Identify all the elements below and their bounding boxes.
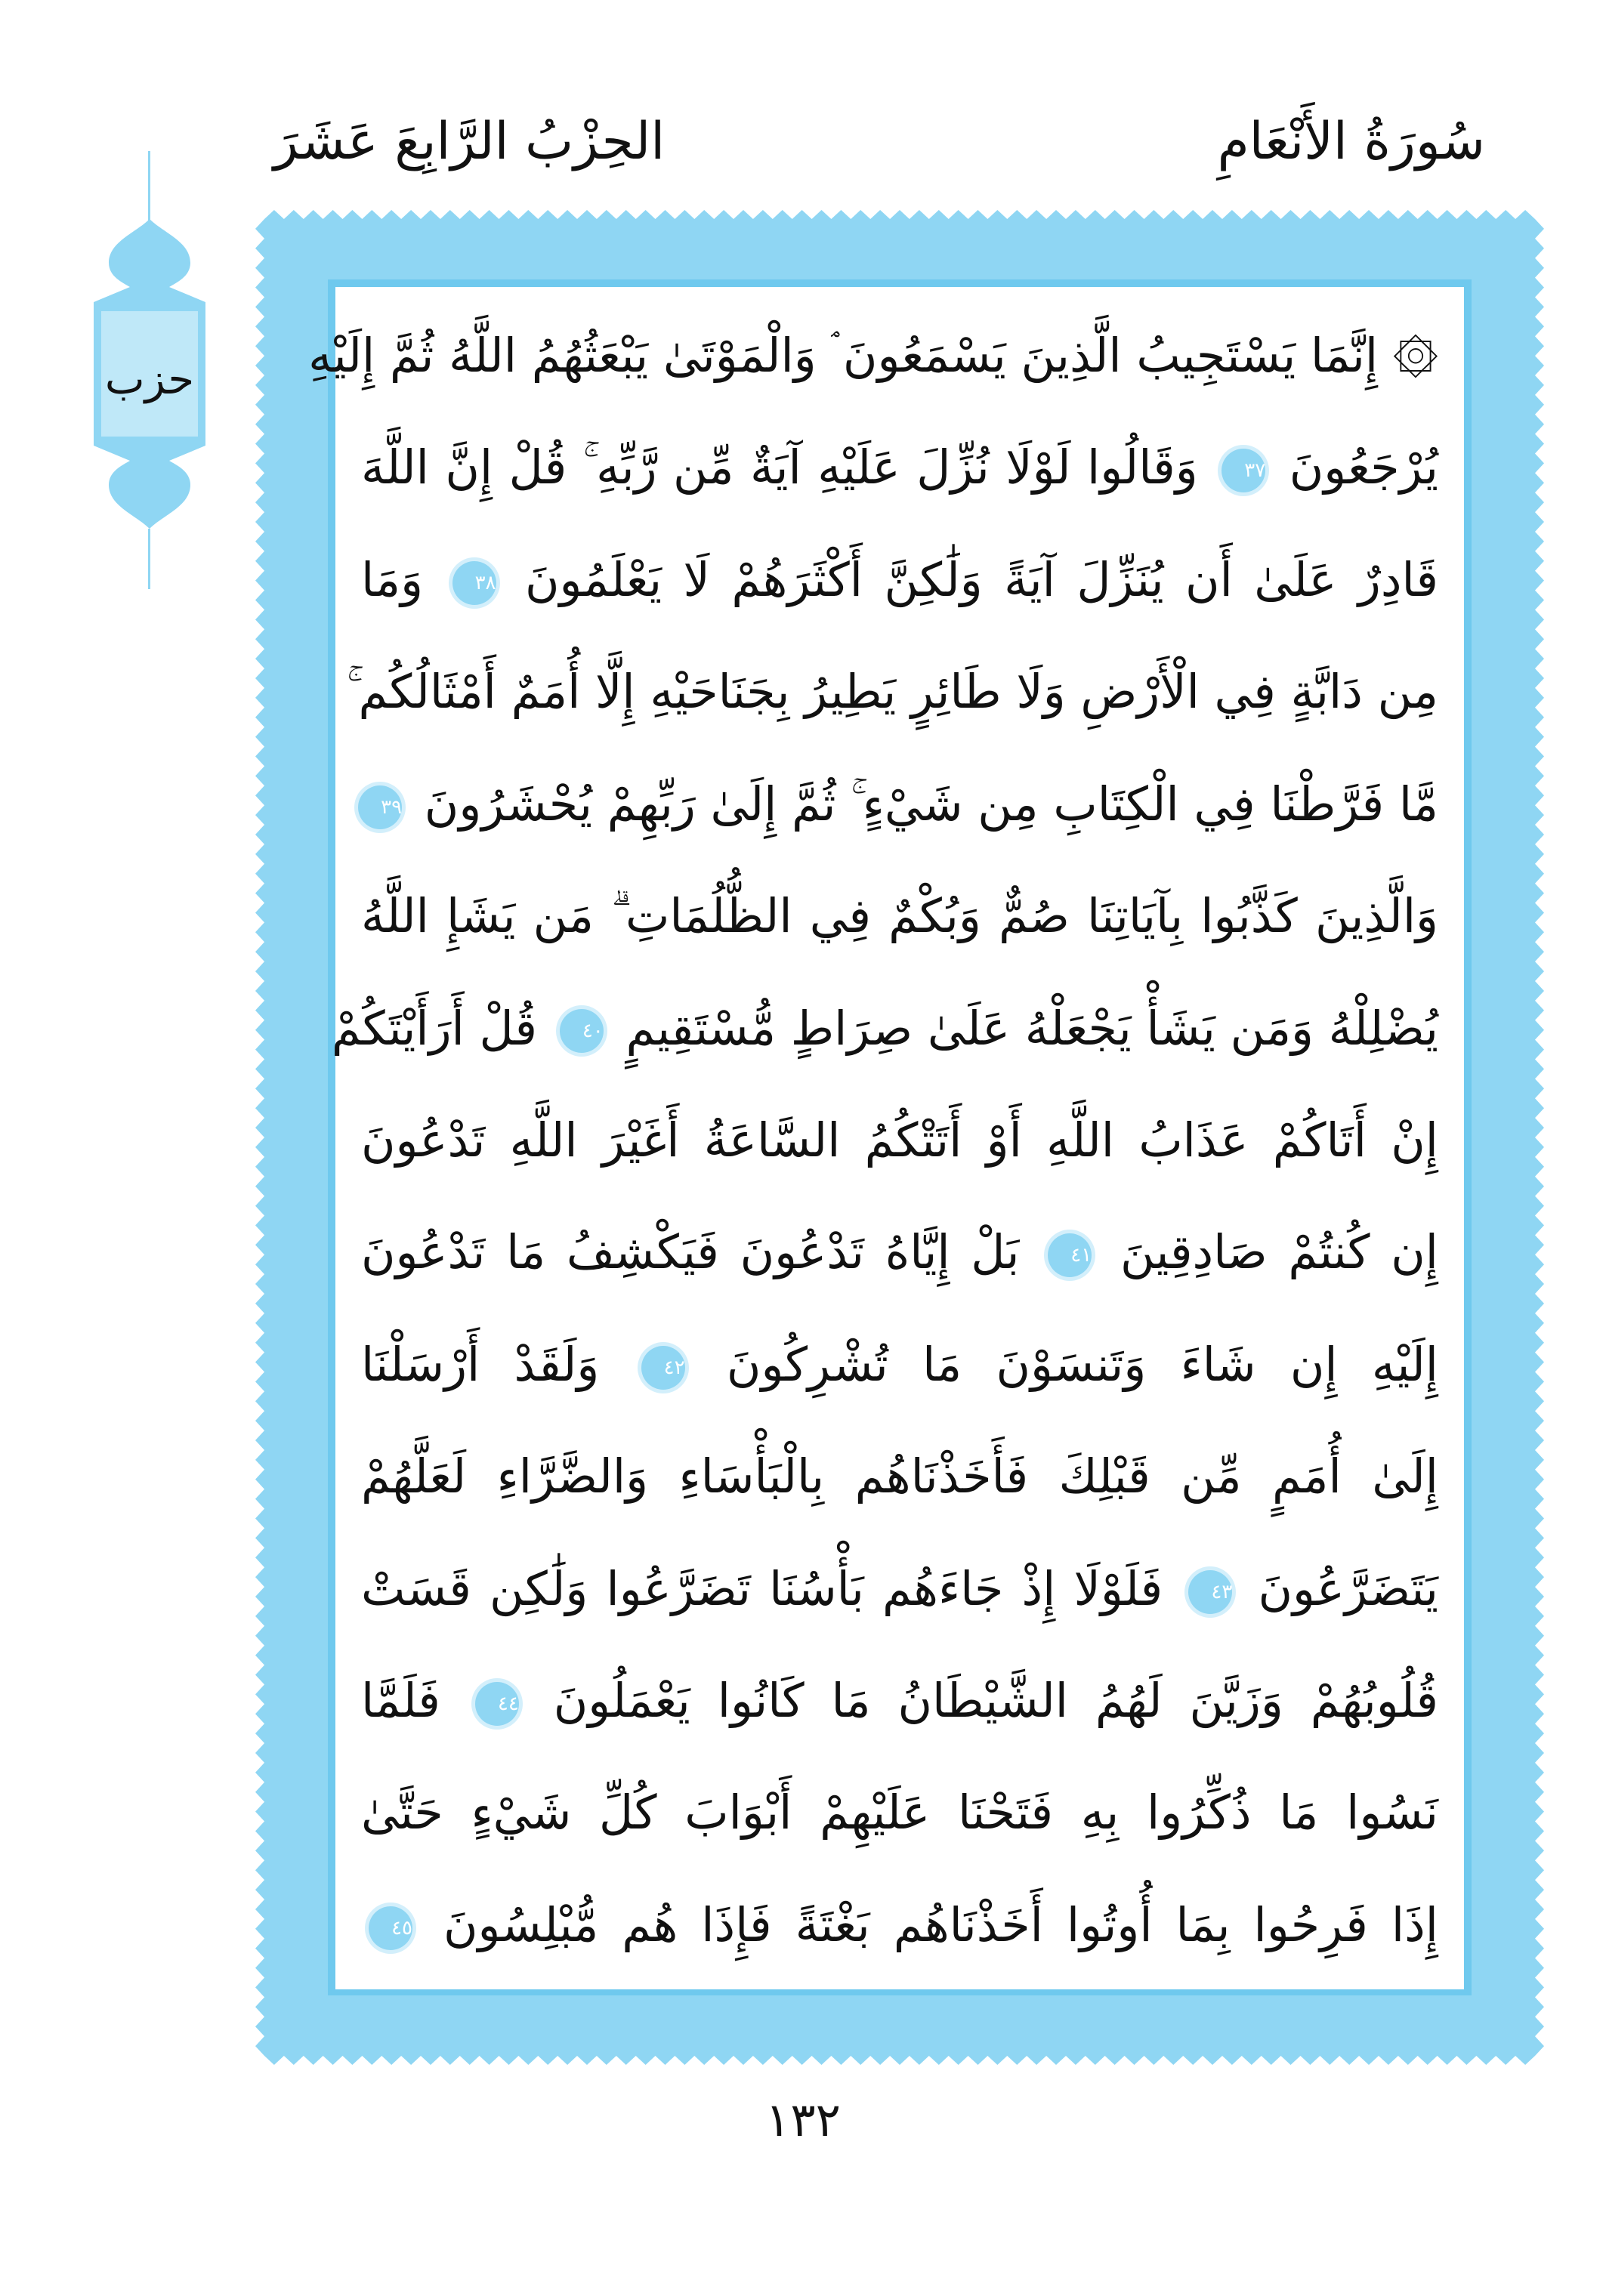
surah-name: سُورَةُ الأَنْعَامِ bbox=[1217, 112, 1485, 171]
verse-text: مَّا فَرَّطْنَا فِي الْكِتَابِ مِن شَيْءٍ ۚ ثُمَّ إِلَىٰ رَبِّهِمْ يُحْشَرُونَ bbox=[424, 776, 1438, 832]
verse-line bbox=[361, 1656, 1438, 1745]
verse-line bbox=[361, 1768, 1438, 1857]
text-area bbox=[308, 287, 1464, 1989]
verse-line bbox=[308, 311, 1438, 400]
verse-text: قُلُوبُهُمْ وَزَيَّنَ لَهُمُ الشَّيْطَانُ مَا كَانُوا يَعْمَلُونَ bbox=[553, 1673, 1438, 1729]
verse-line bbox=[361, 1545, 1438, 1634]
marker-bottom-line bbox=[148, 529, 150, 589]
verse-text: مِن دَابَّةٍ فِي الْأَرْضِ وَلَا طَائِرٍ يَطِيرُ بِجَنَاحَيْهِ إِلَّا أُمَمٌ أَمْثَالُكُم ۚ bbox=[346, 664, 1438, 720]
verse-text: يَتَضَرَّعُونَ bbox=[1258, 1560, 1438, 1616]
verse-text: وَالَّذِينَ كَذَّبُوا بِآيَاتِنَا صُمٌّ وَبُكْمٌ فِي الظُّلُمَاتِ ۗ مَن يَشَإِ اللَّهُ bbox=[361, 888, 1438, 944]
hizb-marker-label: حزب bbox=[104, 355, 195, 404]
verse-line bbox=[361, 423, 1438, 512]
verse-text: ۞ إِنَّمَا يَسْتَجِيبُ الَّذِينَ يَسْمَعُونَ ۘ وَالْمَوْتَىٰ يَبْعَثُهُمُ اللَّهُ ثُمَّ إِلَيْهِ bbox=[308, 328, 1438, 383]
verse-text: يُرْجَعُونَ bbox=[1289, 440, 1438, 495]
verse-line bbox=[361, 1208, 1438, 1297]
verse-text: وَمَا bbox=[361, 551, 424, 607]
verse-text: إِن كُنتُمْ صَادِقِينَ bbox=[1120, 1224, 1438, 1280]
verse-text: قَادِرٌ عَلَىٰ أَن يُنَزِّلَ آيَةً وَلَٰكِنَّ أَكْثَرَهُمْ لَا يَعْلَمُونَ bbox=[524, 551, 1438, 607]
verse-line bbox=[346, 647, 1438, 736]
verse-line bbox=[361, 1432, 1438, 1521]
hizb-marker bbox=[94, 219, 205, 529]
verse-text: يُضْلِلْهُ وَمَن يَشَأْ يَجْعَلْهُ عَلَىٰ صِرَاطٍ مُّسْتَقِيمٍ bbox=[625, 1000, 1438, 1056]
verse-text: بَلْ إِيَّاهُ تَدْعُونَ فَيَكْشِفُ مَا تَدْعُونَ bbox=[361, 1224, 1020, 1280]
verse-line bbox=[361, 872, 1438, 961]
verse-text: قُلْ أَرَأَيْتَكُمْ bbox=[331, 1000, 538, 1056]
verse-text: وَقَالُوا لَوْلَا نُزِّلَ عَلَيْهِ آيَةٌ مِّن رَّبِّهِ ۚ قُلْ إِنَّ اللَّهَ bbox=[361, 440, 1198, 495]
ayah-number-marker: ٣٧ bbox=[1221, 449, 1265, 492]
verse-line bbox=[361, 535, 1438, 625]
ayah-number-marker: ٤٣ bbox=[1188, 1570, 1232, 1614]
verse-text: وَلَقَدْ أَرْسَلْنَا bbox=[361, 1336, 600, 1392]
verse-text: إِلَيْهِ إِن شَاءَ وَتَنسَوْنَ مَا تُشْرِكُونَ bbox=[726, 1336, 1438, 1392]
verse-text: إِلَىٰ أُمَمٍ مِّن قَبْلِكَ فَأَخَذْنَاهُم بِالْبَأْسَاءِ وَالضَّرَّاءِ لَعَلَّهُمْ bbox=[361, 1449, 1438, 1504]
verse-text: إِذَا فَرِحُوا بِمَا أُوتُوا أَخَذْنَاهُم بَغْتَةً فَإِذَا هُم مُّبْلِسُونَ bbox=[443, 1896, 1438, 1952]
ayah-number-marker: ٤١ bbox=[1048, 1233, 1092, 1277]
verse-line bbox=[361, 1881, 1438, 1970]
marker-top-line bbox=[148, 151, 150, 221]
verse-text: نَسُوا مَا ذُكِّرُوا بِهِ فَتَحْنَا عَلَيْهِمْ أَبْوَابَ كُلِّ شَيْءٍ حَتَّىٰ bbox=[361, 1785, 1438, 1841]
verse-text: فَلَوْلَا إِذْ جَاءَهُم بَأْسُنَا تَضَرَّعُوا وَلَٰكِن قَسَتْ bbox=[361, 1560, 1163, 1616]
verse-line bbox=[361, 1320, 1438, 1409]
ayah-number-marker: ٣٩ bbox=[358, 785, 402, 829]
page-frame bbox=[255, 210, 1544, 2065]
verse-line bbox=[361, 1096, 1438, 1185]
ayah-number-marker: ٣٨ bbox=[452, 561, 496, 605]
verse-line bbox=[331, 984, 1438, 1073]
verse-text: فَلَمَّا bbox=[361, 1673, 440, 1729]
verse-text: إِنْ أَتَاكُمْ عَذَابُ اللَّهِ أَوْ أَتَتْكُمُ السَّاعَةُ أَغَيْرَ اللَّهِ تَدْعُونَ bbox=[361, 1112, 1438, 1168]
hizb-title: الحِزْبُ الرَّابِعَ عَشَرَ bbox=[273, 112, 666, 171]
ayah-number-marker: ٤٥ bbox=[369, 1906, 412, 1950]
ayah-number-marker: ٤٢ bbox=[641, 1346, 685, 1390]
page-number: ١٣٢ bbox=[765, 2092, 841, 2147]
ayah-number-marker: ٤٤ bbox=[475, 1682, 519, 1726]
ayah-number-marker: ٤٠ bbox=[560, 1009, 604, 1053]
verse-lines bbox=[308, 311, 1438, 1970]
verse-line bbox=[361, 760, 1438, 849]
